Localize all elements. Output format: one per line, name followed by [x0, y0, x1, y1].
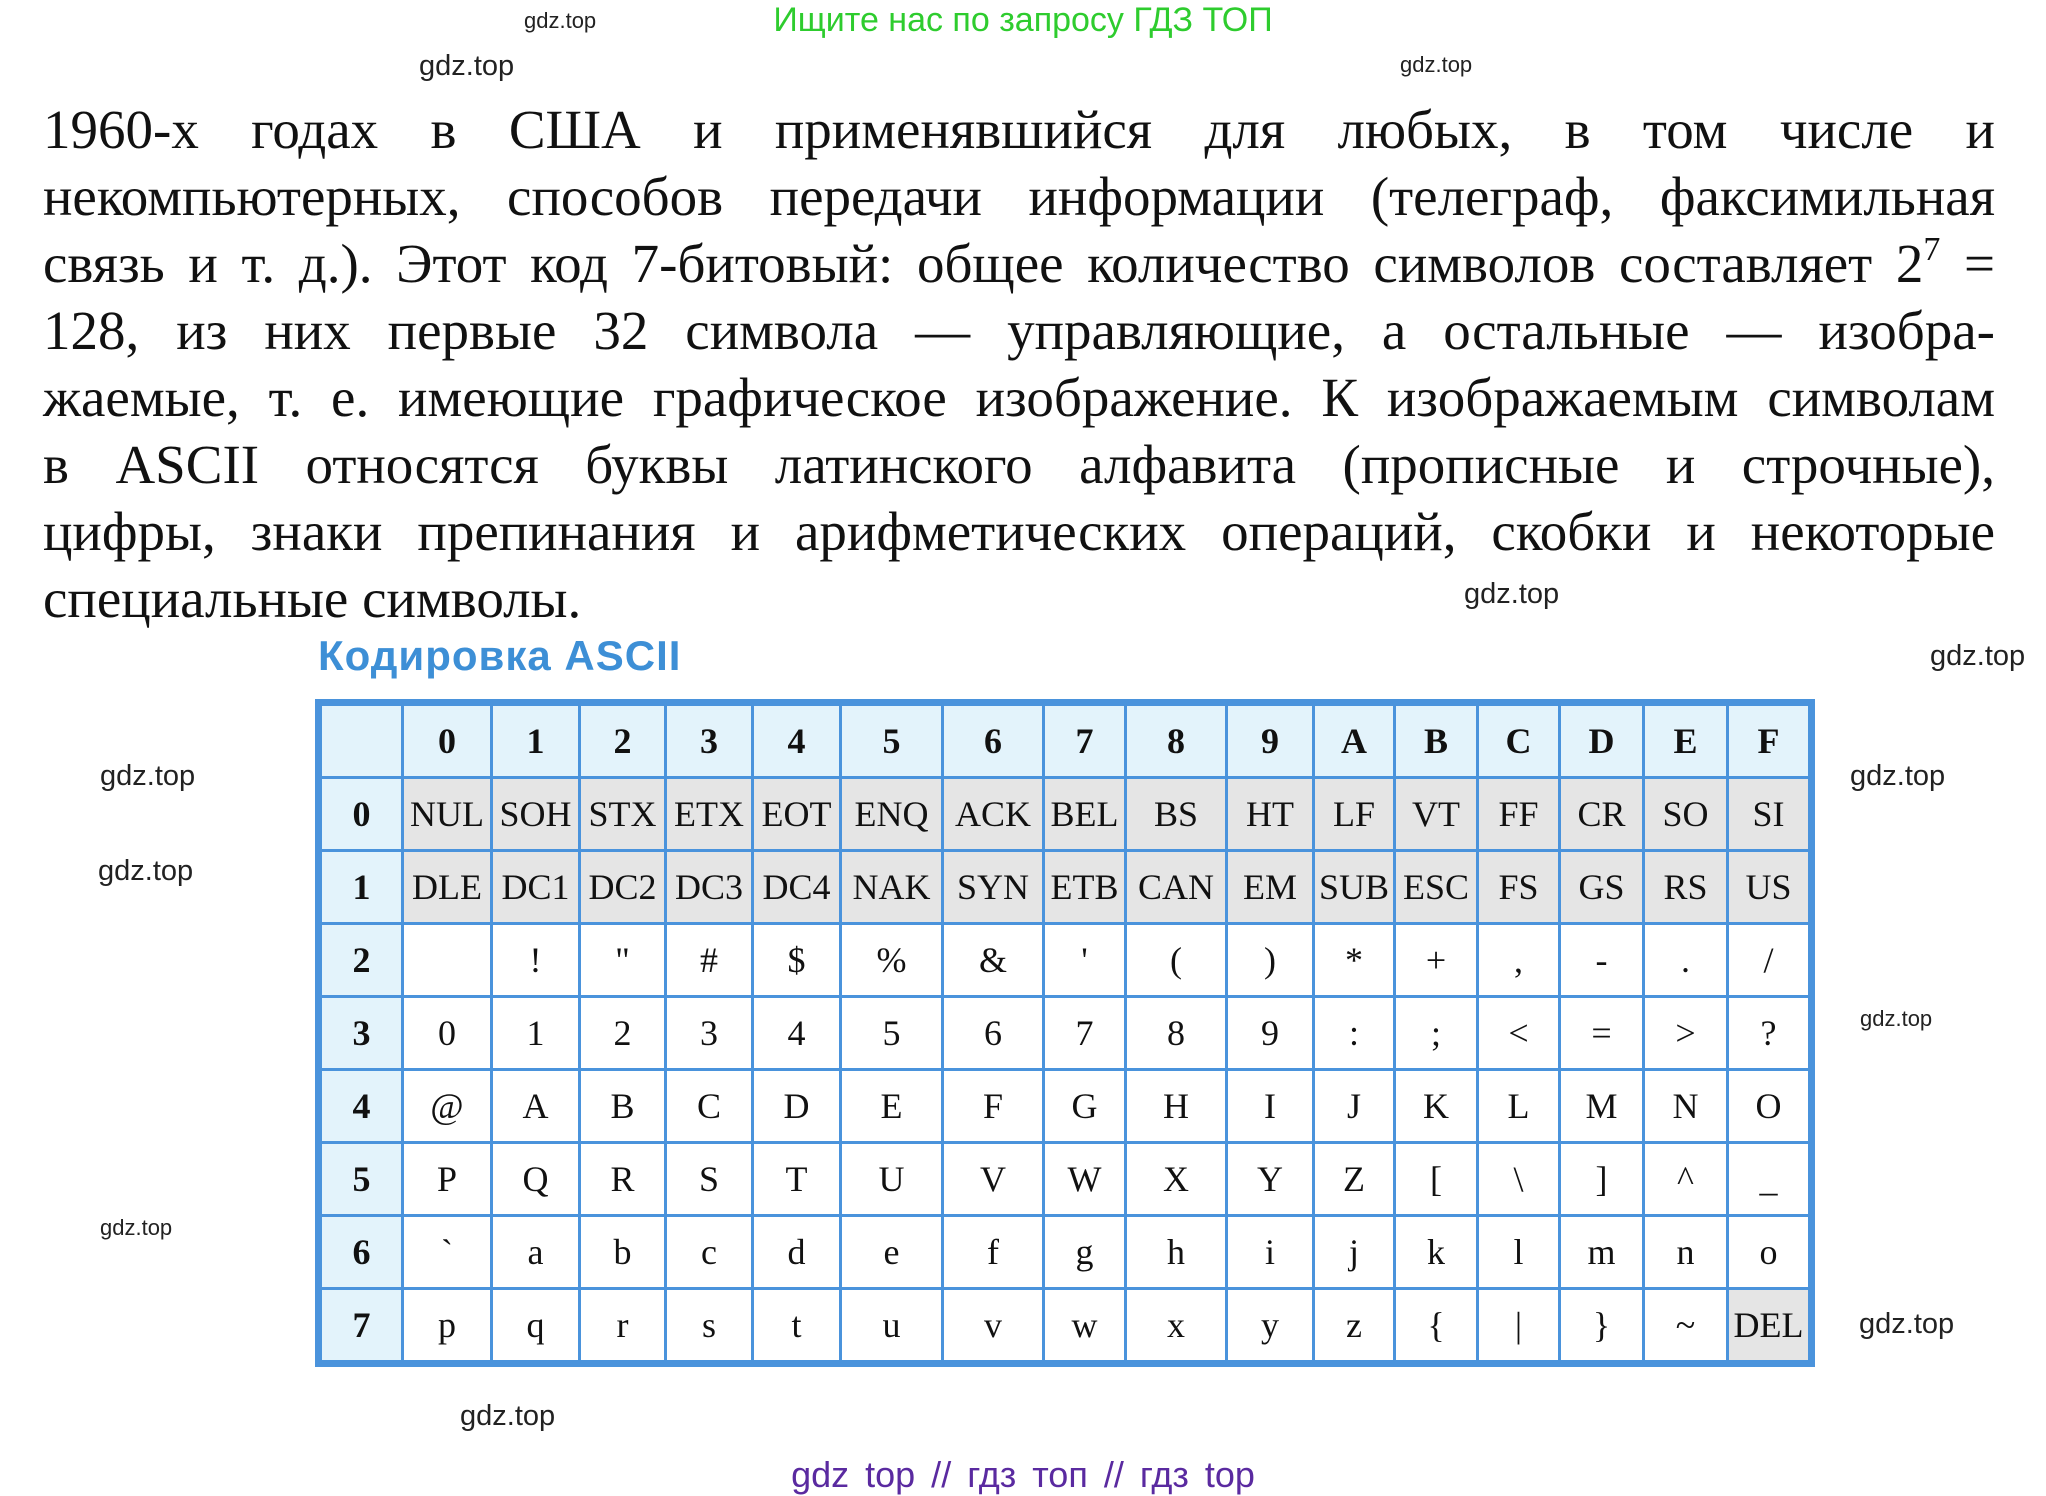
watermark: gdz.top — [1850, 760, 1946, 792]
char-cell: : — [1314, 997, 1395, 1070]
control-char-cell: FF — [1478, 778, 1560, 851]
char-cell: @ — [403, 1070, 492, 1143]
header-row — [319, 703, 1812, 778]
search-hint-banner: Ищите нас по запросу ГДЗ ТОП — [773, 1, 1273, 39]
char-cell: Q — [492, 1143, 580, 1216]
paragraph-line — [43, 230, 1995, 297]
char-cell: M — [1560, 1070, 1644, 1143]
char-cell: p — [403, 1289, 492, 1364]
control-char-cell: DLE — [403, 851, 492, 924]
char-cell: B — [580, 1070, 666, 1143]
watermark: gdz.top — [460, 1400, 556, 1432]
char-cell: ^ — [1644, 1143, 1728, 1216]
control-char-cell: LF — [1314, 778, 1395, 851]
column-header: B — [1395, 703, 1478, 778]
watermark: gdz.top — [1930, 640, 2026, 672]
char-cell: g — [1044, 1216, 1126, 1289]
char-cell: N — [1644, 1070, 1728, 1143]
char-cell: $ — [753, 924, 841, 997]
column-header: 3 — [666, 703, 753, 778]
control-char-cell: SUB — [1314, 851, 1395, 924]
table-row — [319, 1143, 1812, 1216]
char-cell: j — [1314, 1216, 1395, 1289]
char-cell: ] — [1560, 1143, 1644, 1216]
char-cell: } — [1560, 1289, 1644, 1364]
paragraph-line: цифры, знаки препинания и арифметических операций, скобки и некоторые — [43, 501, 1995, 562]
control-char-cell: GS — [1560, 851, 1644, 924]
column-header: 0 — [403, 703, 492, 778]
row-header: 1 — [319, 851, 403, 924]
char-cell: n — [1644, 1216, 1728, 1289]
table-row — [319, 1216, 1812, 1289]
char-cell: ? — [1728, 997, 1812, 1070]
control-char-cell: EM — [1227, 851, 1314, 924]
control-char-cell: BS — [1126, 778, 1227, 851]
column-header: F — [1728, 703, 1812, 778]
char-cell: Y — [1227, 1143, 1314, 1216]
control-char-cell: SYN — [943, 851, 1044, 924]
row-header: 4 — [319, 1070, 403, 1143]
char-cell: # — [666, 924, 753, 997]
char-cell: H — [1126, 1070, 1227, 1143]
control-char-cell: US — [1728, 851, 1812, 924]
char-cell: G — [1044, 1070, 1126, 1143]
char-cell: ; — [1395, 997, 1478, 1070]
paragraph-line: в ASCII относятся буквы латинского алфавита (прописные и строчные), — [43, 434, 1995, 495]
char-cell: 5 — [841, 997, 943, 1070]
char-cell: , — [1478, 924, 1560, 997]
paragraph-line: жаемые, т. е. имеющие графическое изображение. К изображаемым символам — [43, 367, 1995, 428]
char-cell: 7 — [1044, 997, 1126, 1070]
char-cell: F — [943, 1070, 1044, 1143]
char-cell: k — [1395, 1216, 1478, 1289]
row-header: 7 — [319, 1289, 403, 1364]
column-header: 5 — [841, 703, 943, 778]
column-header: 4 — [753, 703, 841, 778]
watermark: gdz.top — [1464, 578, 1560, 610]
char-cell: ! — [492, 924, 580, 997]
char-cell: i — [1227, 1216, 1314, 1289]
watermark: gdz.top — [98, 855, 194, 887]
char-cell: z — [1314, 1289, 1395, 1364]
char-cell: _ — [1728, 1143, 1812, 1216]
control-char-cell: DC2 — [580, 851, 666, 924]
column-header: C — [1478, 703, 1560, 778]
control-char-cell: HT — [1227, 778, 1314, 851]
control-char-cell: SO — [1644, 778, 1728, 851]
table-row — [319, 1289, 1812, 1364]
char-cell: T — [753, 1143, 841, 1216]
control-char-cell: FS — [1478, 851, 1560, 924]
control-char-cell: ETB — [1044, 851, 1126, 924]
char-cell: 4 — [753, 997, 841, 1070]
char-cell: u — [841, 1289, 943, 1364]
paragraph-line: 128, из них первые 32 символа — управляющие, а остальные — изобра- — [43, 300, 1995, 361]
table-row — [319, 778, 1812, 851]
paragraph-line: 1960-х годах в США и применявшийся для любых, в том числе и — [43, 99, 1995, 160]
char-cell: / — [1728, 924, 1812, 997]
char-cell: 3 — [666, 997, 753, 1070]
char-cell: & — [943, 924, 1044, 997]
column-header: 2 — [580, 703, 666, 778]
control-char-cell: SI — [1728, 778, 1812, 851]
char-cell: U — [841, 1143, 943, 1216]
char-cell: \ — [1478, 1143, 1560, 1216]
control-char-cell: DC4 — [753, 851, 841, 924]
char-cell: e — [841, 1216, 943, 1289]
column-header: D — [1560, 703, 1644, 778]
char-cell: c — [666, 1216, 753, 1289]
table-row — [319, 851, 1812, 924]
watermark: gdz.top — [1860, 1006, 1933, 1031]
char-cell: % — [841, 924, 943, 997]
paragraph-line-text: связь и т. д.). Этот код 7-битовый: общее количество символов составляет 2 — [43, 233, 1924, 294]
control-char-cell: ESC — [1395, 851, 1478, 924]
control-char-cell: SOH — [492, 778, 580, 851]
char-cell: V — [943, 1143, 1044, 1216]
watermark: gdz.top — [1859, 1308, 1955, 1340]
char-cell: 6 — [943, 997, 1044, 1070]
table-row — [319, 1070, 1812, 1143]
control-char-cell: DC3 — [666, 851, 753, 924]
char-cell: L — [1478, 1070, 1560, 1143]
row-header: 3 — [319, 997, 403, 1070]
char-cell: S — [666, 1143, 753, 1216]
column-header: 7 — [1044, 703, 1126, 778]
char-cell: " — [580, 924, 666, 997]
watermark: gdz.top — [100, 760, 196, 792]
row-header: 2 — [319, 924, 403, 997]
char-cell: I — [1227, 1070, 1314, 1143]
column-header: 8 — [1126, 703, 1227, 778]
control-char-cell: EOT — [753, 778, 841, 851]
char-cell: = — [1560, 997, 1644, 1070]
char-cell: r — [580, 1289, 666, 1364]
char-cell: < — [1478, 997, 1560, 1070]
char-cell: f — [943, 1216, 1044, 1289]
char-cell: E — [841, 1070, 943, 1143]
column-header: A — [1314, 703, 1395, 778]
control-char-cell: CAN — [1126, 851, 1227, 924]
paragraph-line: специальные символы. — [43, 568, 582, 629]
char-cell: [ — [1395, 1143, 1478, 1216]
control-char-cell: ETX — [666, 778, 753, 851]
control-char-cell: DEL — [1728, 1289, 1812, 1364]
char-cell: K — [1395, 1070, 1478, 1143]
row-header: 0 — [319, 778, 403, 851]
char-cell: a — [492, 1216, 580, 1289]
char-cell: * — [1314, 924, 1395, 997]
char-cell: 1 — [492, 997, 580, 1070]
control-char-cell: BEL — [1044, 778, 1126, 851]
table-title: Кодировка ASCII — [318, 632, 682, 679]
char-cell: h — [1126, 1216, 1227, 1289]
char-cell: X — [1126, 1143, 1227, 1216]
char-cell: x — [1126, 1289, 1227, 1364]
char-cell: m — [1560, 1216, 1644, 1289]
watermark: gdz.top — [419, 50, 515, 82]
column-header: 6 — [943, 703, 1044, 778]
char-cell: 0 — [403, 997, 492, 1070]
column-header: E — [1644, 703, 1728, 778]
char-cell: + — [1395, 924, 1478, 997]
char-cell: s — [666, 1289, 753, 1364]
corner-cell — [319, 703, 403, 778]
char-cell: 8 — [1126, 997, 1227, 1070]
row-header: 6 — [319, 1216, 403, 1289]
char-cell: ' — [1044, 924, 1126, 997]
control-char-cell: NUL — [403, 778, 492, 851]
char-cell: w — [1044, 1289, 1126, 1364]
char-cell: W — [1044, 1143, 1126, 1216]
char-cell: - — [1560, 924, 1644, 997]
watermark: gdz.top — [100, 1215, 173, 1240]
row-header: 5 — [319, 1143, 403, 1216]
char-cell: . — [1644, 924, 1728, 997]
paragraph-line: некомпьютерных, способов передачи информации (телеграф, факсимильная — [43, 166, 1995, 227]
char-cell: l — [1478, 1216, 1560, 1289]
char-cell: 2 — [580, 997, 666, 1070]
control-char-cell: ENQ — [841, 778, 943, 851]
control-char-cell: DC1 — [492, 851, 580, 924]
char-cell: R — [580, 1143, 666, 1216]
watermark: gdz.top — [524, 8, 597, 33]
table-row — [319, 997, 1812, 1070]
char-cell: y — [1227, 1289, 1314, 1364]
ascii-table — [315, 699, 1815, 1367]
char-cell: J — [1314, 1070, 1395, 1143]
char-cell: ) — [1227, 924, 1314, 997]
char-cell: ( — [1126, 924, 1227, 997]
char-cell: t — [753, 1289, 841, 1364]
column-header: 9 — [1227, 703, 1314, 778]
char-cell: O — [1728, 1070, 1812, 1143]
footer-watermark: gdz top // гдз топ // гдз top — [791, 1454, 1255, 1495]
control-char-cell: RS — [1644, 851, 1728, 924]
char-cell: ~ — [1644, 1289, 1728, 1364]
control-char-cell: VT — [1395, 778, 1478, 851]
table-row — [319, 924, 1812, 997]
char-cell: > — [1644, 997, 1728, 1070]
control-char-cell: STX — [580, 778, 666, 851]
control-char-cell: CR — [1560, 778, 1644, 851]
char-cell: A — [492, 1070, 580, 1143]
equals-sign: = — [1940, 233, 1995, 294]
char-cell: D — [753, 1070, 841, 1143]
char-cell: | — [1478, 1289, 1560, 1364]
control-char-cell: NAK — [841, 851, 943, 924]
control-char-cell: ACK — [943, 778, 1044, 851]
char-cell: { — [1395, 1289, 1478, 1364]
char-cell — [403, 924, 492, 997]
char-cell: ` — [403, 1216, 492, 1289]
char-cell: P — [403, 1143, 492, 1216]
column-header: 1 — [492, 703, 580, 778]
char-cell: C — [666, 1070, 753, 1143]
char-cell: 9 — [1227, 997, 1314, 1070]
char-cell: o — [1728, 1216, 1812, 1289]
watermark: gdz.top — [1400, 52, 1473, 77]
exponent: 7 — [1923, 231, 1941, 268]
char-cell: v — [943, 1289, 1044, 1364]
char-cell: q — [492, 1289, 580, 1364]
char-cell: Z — [1314, 1143, 1395, 1216]
char-cell: d — [753, 1216, 841, 1289]
char-cell: b — [580, 1216, 666, 1289]
